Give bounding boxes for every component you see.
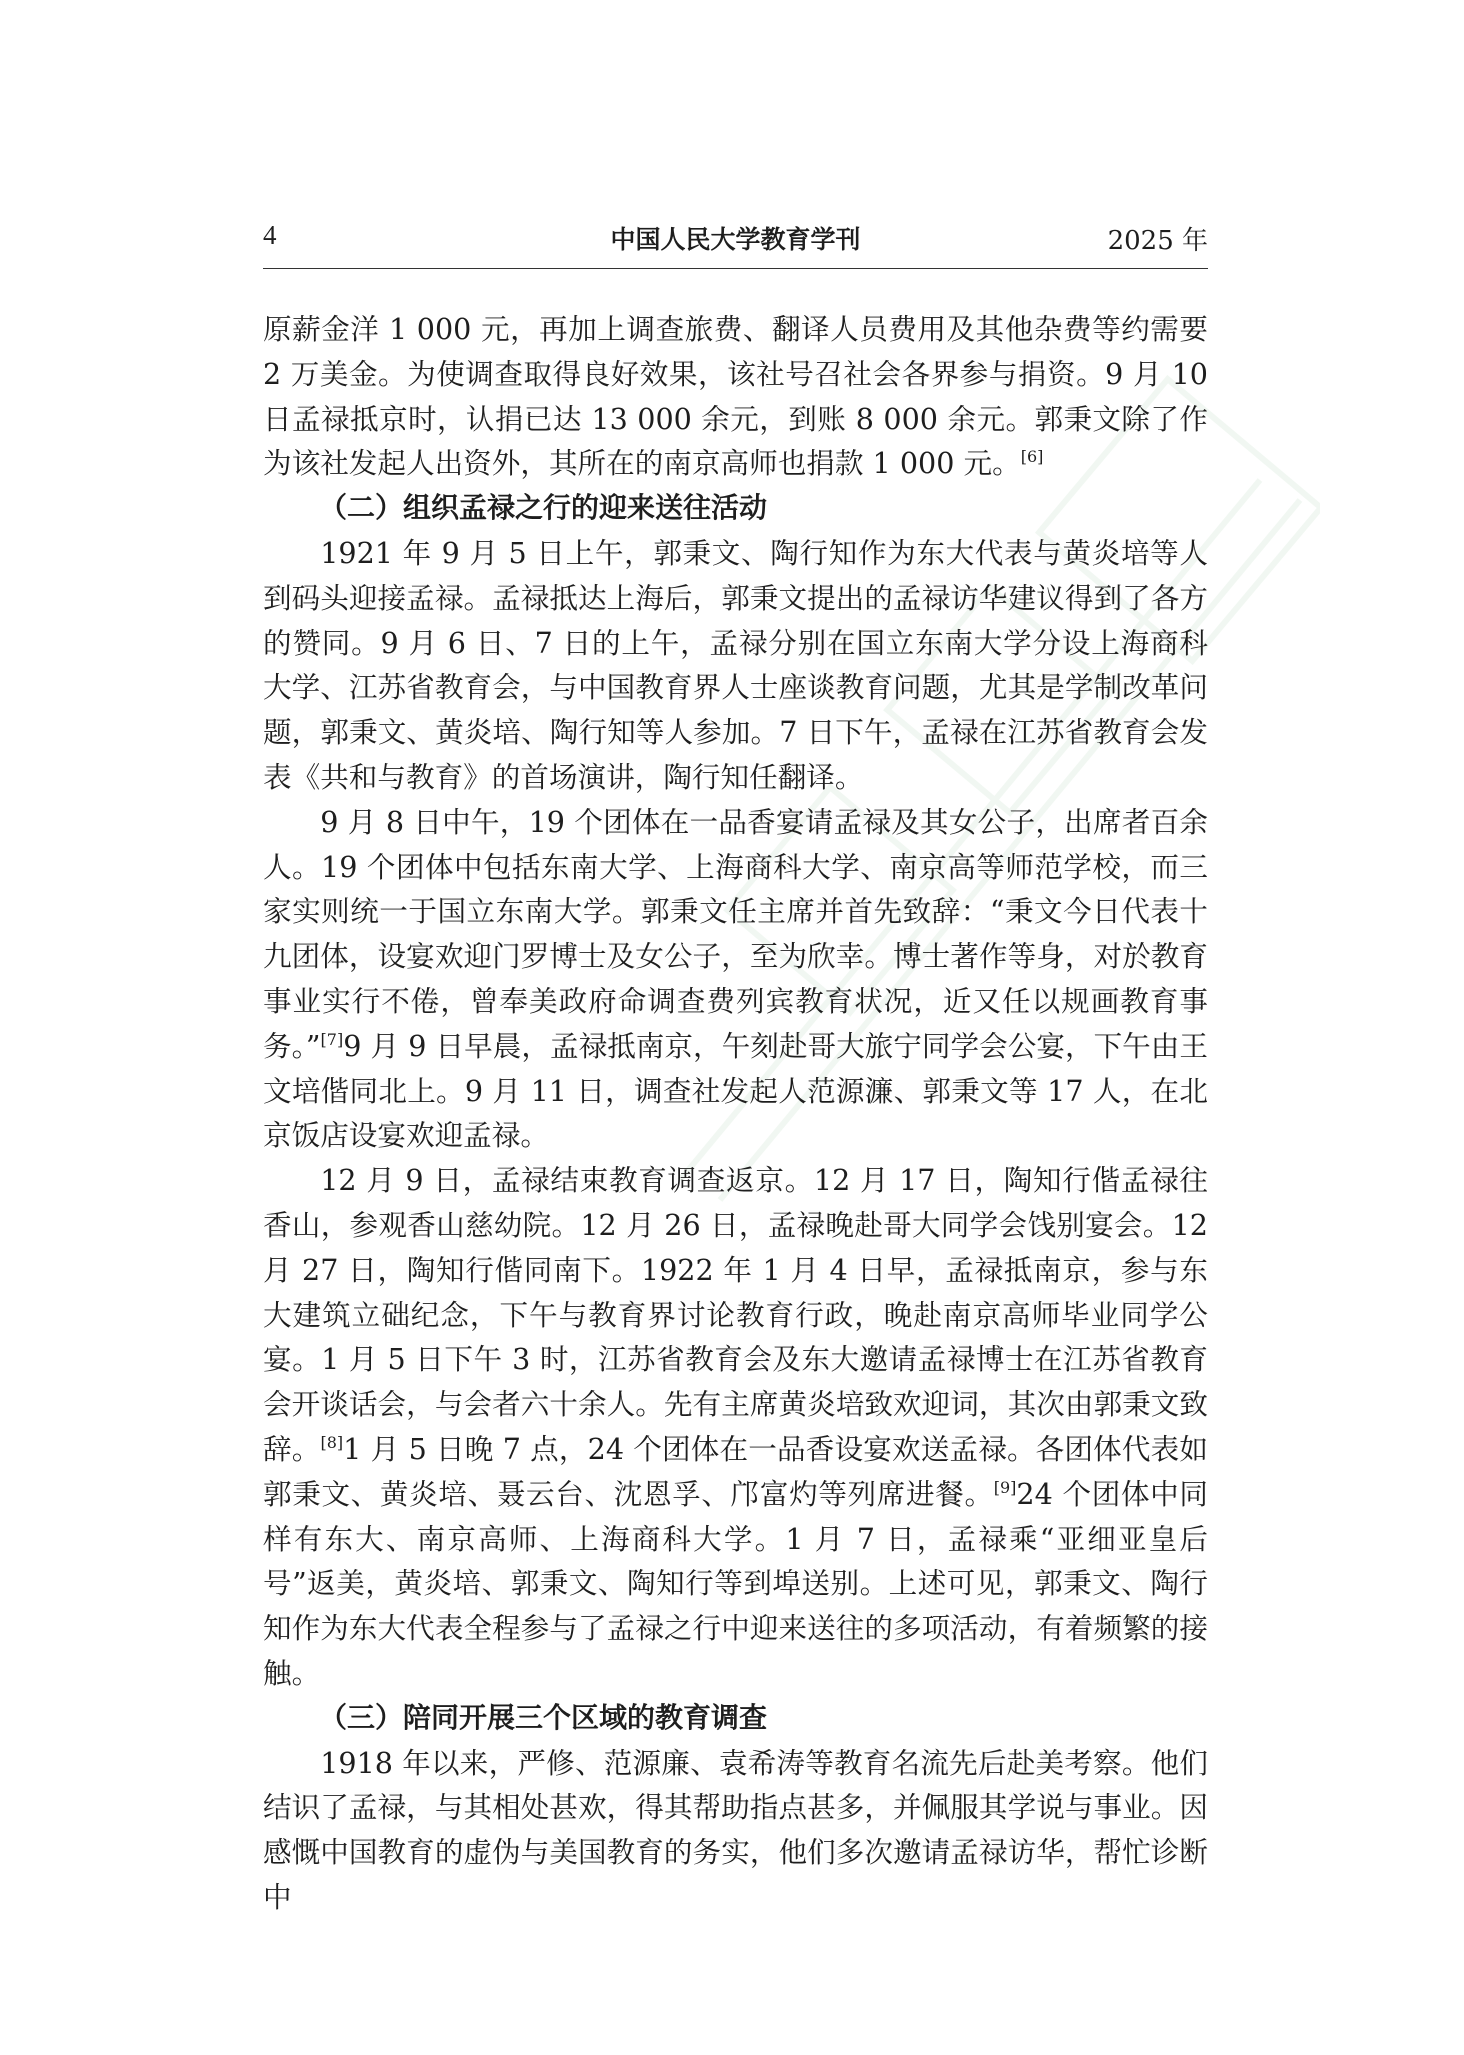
paragraph bbox=[263, 800, 1208, 1158]
paragraph-text: 24 个团体中同样有东大、南京高师、上海商科大学。1 月 7 日，孟禄乘“亚细亚皇后号”返美，黄炎培、郭秉文、陶知行等到埠送别。上述可见，郭秉文、陶行知作为东大代表全程参与了孟禄之行中迎来送往的多项活动，有着频繁的接触。 bbox=[263, 1476, 1208, 1690]
page-number: 4 bbox=[263, 220, 277, 250]
body-text bbox=[263, 307, 1208, 1920]
paragraph bbox=[263, 1158, 1208, 1696]
paragraph-text: 9 月 9 日早晨，孟禄抵南京，午刻赴哥大旅宁同学会公宴，下午由王文培偕同北上。9 月 11 日，调查社发起人范源濂、郭秉文等 17 人，在北京饭店设宴欢迎孟禄。 bbox=[263, 1028, 1208, 1153]
section-heading: （二）组织孟禄之行的迎来送往活动 bbox=[319, 491, 768, 525]
paragraph: 1918 年以来，严修、范源廉、袁希涛等教育名流先后赴美考察。他们结识了孟禄，与其相处甚欢，得其帮助指点甚多，并佩服其学说与事业。因感慨中国教育的虚伪与美国教育的务实，他们多次邀请孟禄访华，帮忙诊断中 bbox=[263, 1745, 1208, 1914]
paragraph-text: 9 月 8 日中午，19 个团体在一品香宴请孟禄及其女公子，出席者百余人。19 个团体中包括东南大学、上海商科大学、南京高等师范学校，而三家实则统一于国立东南大学。郭秉文任主席并首先致辞：“秉文今日代表十九团体，设宴欢迎门罗博士及女公子，至为欣幸。博士著作等身，对於教育事业实行不倦，曾奉美政府命调查费列宾教育状况，近又任以规画教育事务。” bbox=[263, 804, 1208, 1063]
paragraph-text: 1 月 5 日晚 7 点，24 个团体在一品香设宴欢送孟禄。各团体代表如郭秉文、黄炎培、聂云台、沈恩孚、邝富灼等列席进餐。 bbox=[263, 1431, 1208, 1511]
section-heading: （三）陪同开展三个区域的教育调查 bbox=[319, 1700, 768, 1734]
citation-ref: [6] bbox=[1020, 447, 1044, 467]
publication-year: 2025 年 bbox=[1107, 226, 1208, 256]
citation-ref: [9] bbox=[993, 1477, 1017, 1497]
paragraph-text: 12 月 9 日，孟禄结束教育调查返京。12 月 17 日，陶知行偕孟禄往香山，参观香山慈幼院。12 月 26 日，孟禄晚赴哥大同学会饯别宴会。12 月 27 日，陶知行偕同南下。1922 年 1 月 4 日早，孟禄抵南京，参与东大建筑立础纪念，下午与教育界讨论教育行政，晚赴南京高师毕业同学公宴。1 月 5 日下午 3 时，江苏省教育会及东大邀请孟禄博士在江苏省教育会开谈话会，与会者六十余人。先有主席黄炎培致欢迎词，其次由郭秉文致辞。 bbox=[263, 1163, 1208, 1466]
citation-ref: [8] bbox=[320, 1432, 344, 1452]
citation-ref: [7] bbox=[320, 1029, 344, 1049]
paragraph-text: 原薪金洋 1 000 元，再加上调查旅费、翻译人员费用及其他杂费等约需要 2 万美金。为使调查取得良好效果，该社号召社会各界参与捐资。9 月 10 日孟禄抵京时，认捐已达 13 000 余元，到账 8 000 余元。郭秉文除了作为该社发起人出资外，其所在的南京高师也捐款 1 000 元。 bbox=[263, 312, 1208, 481]
running-header bbox=[263, 220, 1208, 269]
paragraph-continued bbox=[263, 307, 1208, 486]
paragraph: 1921 年 9 月 5 日上午，郭秉文、陶行知作为东大代表与黄炎培等人到码头迎接孟禄。孟禄抵达上海后，郭秉文提出的孟禄访华建议得到了各方的赞同。9 月 6 日、7 日的上午，孟禄分别在国立东南大学分设上海商科大学、江苏省教育会，与中国教育界人士座谈教育问题，尤其是学制改革问题，郭秉文、黄炎培、陶行知等人参加。7 日下午，孟禄在江苏省教育会发表《共和与教育》的首场演讲，陶行知任翻译。 bbox=[263, 535, 1208, 794]
journal-title: 中国人民大学教育学刊 bbox=[610, 225, 861, 254]
